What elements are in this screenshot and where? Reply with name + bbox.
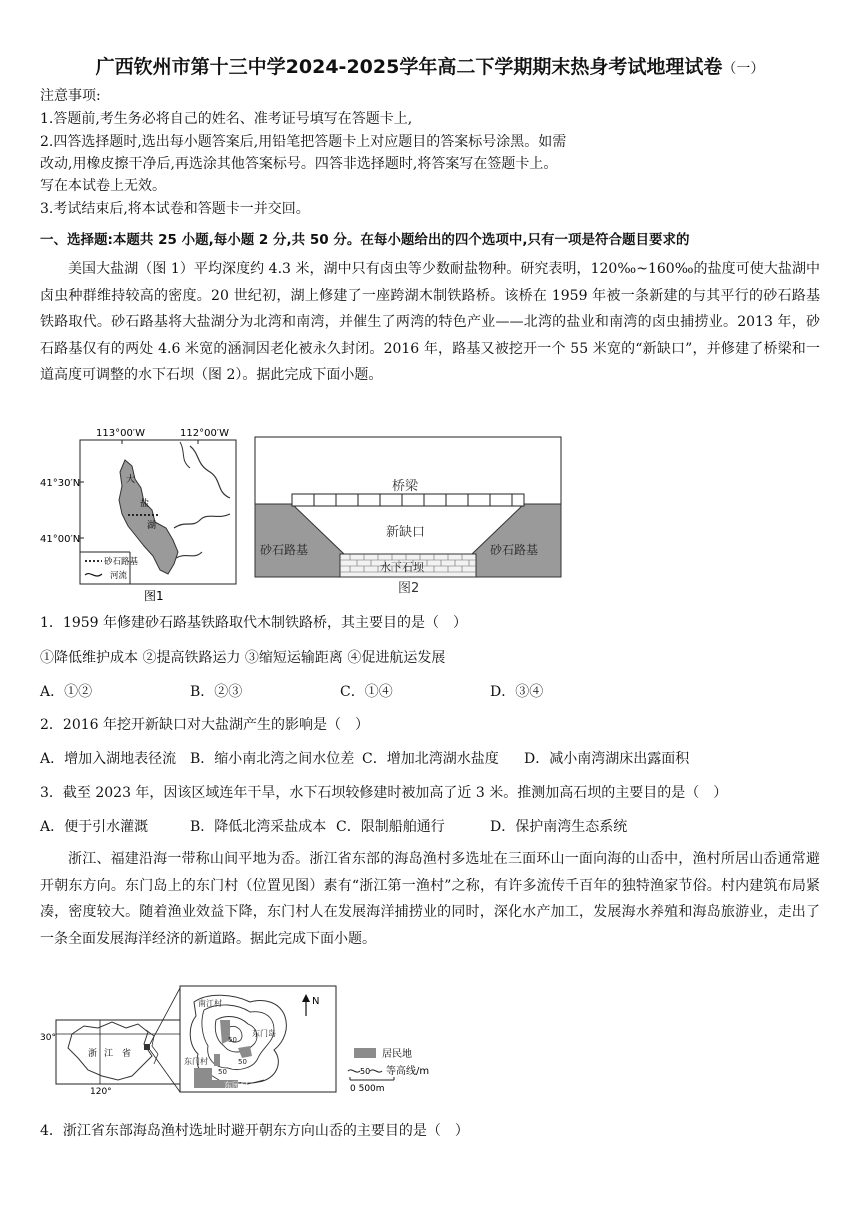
lake-label: 大 [126,475,136,485]
question-1-items: ①降低维护成本 ②提高铁路运力 ③缩短运输距离 ④促进航运发展 [40,650,446,666]
road-right-label: 砂石路基 [490,543,539,557]
legend-contour-symbol [370,1070,382,1072]
province-label: 浙 [88,1049,98,1059]
legend-contour-label: 等高线/m [386,1066,430,1077]
lon-label: 120° [90,1087,112,1096]
province-label: 省 [122,1049,132,1059]
contour-label: 50 [228,1036,237,1044]
notice-line: 改动,用橡皮擦干净后,再选涂其他答案标号。四答非选择题时,将答案写在签题卡上。 [40,156,558,172]
legend-river-label: 河流 [110,571,128,581]
figure-2-section [252,434,564,596]
question-4-stem: 4．浙江省东部海岛渔村选址时避开朝东方向山岙的主要目的是（ ） [40,1123,469,1139]
lake-label: 湖 [147,521,157,531]
gap-label: 新缺口 [386,525,426,540]
passage-great-salt-lake: 美国大盐湖（图 1）平均深度约 4.3 米，湖中只有卤虫等少数耐盐物种。研究表明，120‰~160‰的盐度可使大盐湖中卤虫种群维持较高的密度。20 世纪初，湖上修建了一座跨湖木制铁路桥。该桥在 1959 年被一条新建的与其平行的砂石路基铁路取代。砂石路基将大盐湖分为北湾和南湾，并催生了两湾的特色产业——北湾的盐业和南湾的卤虫捕捞业。2013 年，砂石路基仅有的两处 4.6 米宽的涵洞因老化被永久封闭。2016 年，路基又被挖开一个 55 米宽的“新缺口”，并修建了桥梁和一道高度可调整的水下石坝（图 2）。据此完成下面小题。 [40,261,820,383]
q3-option-b: B．降低北湾采盐成本 [190,819,327,835]
north-label: N [312,996,320,1007]
legend-contour-sample: 50 [360,1067,371,1076]
q1-option-b: B．②③ [190,684,243,700]
page-title: 广西钦州市第十三中学2024-2025学年高二下学期期末热身考试地理试卷（一） [95,56,765,78]
island-label: 东门岛 [252,1029,276,1038]
question-3-stem: 3．截至 2023 年，因该区域连年干旱，水下石坝较修建时被加高了近 3 米。推测加高石坝的主要目的是（ ） [40,785,728,801]
lat-label: 30° [40,1033,56,1043]
contour-label: 50 [238,1058,247,1066]
figure-1-caption: 图1 [144,589,164,603]
figure-3-map [38,984,488,1096]
notice-line: 2.四答选择题时,选出每小题答案后,用铅笔把答题卡上对应题目的答案标号涂黑。如需 [40,134,567,150]
legend-settlement-label: 居民地 [382,1049,412,1060]
bridge-deck [292,494,524,506]
notice-line: 3.考试结束后,将本试卷和答题卡一并交回。 [40,201,310,217]
scale-label: 0 500m [350,1084,385,1094]
road-left-label: 砂石路基 [260,543,309,557]
q1-option-a: A．①② [40,684,93,700]
notice-heading: 注意事项: [40,88,101,104]
lon-label: 113°00′W [96,428,145,439]
q3-option-c: C．限制船舶通行 [336,819,445,835]
q2-option-c: C．增加北湾湖水盐度 [362,751,499,767]
village-label: 东园村 [224,1081,248,1090]
lake-label: 盐 [140,499,150,509]
province-label: 江 [104,1049,114,1059]
figure-2-caption: 图2 [398,581,420,596]
village-label: 南江村 [198,999,222,1008]
question-1-stem: 1．1959 年修建砂石路基铁路取代木制铁路桥，其主要目的是（ ） [40,615,467,631]
contour-label: 50 [218,1068,227,1076]
lat-label: 41°30′N [40,478,81,489]
notice-line: 写在本试卷上无效。 [40,178,166,194]
notice-line: 1.答题前,考生务必将自己的姓名、准考证号填写在答题卡上, [40,111,413,127]
q3-option-d: D．保护南湾生态系统 [490,819,628,835]
legend-settlement-symbol [354,1048,376,1058]
lon-label: 112°00′W [180,428,229,439]
bridge-label: 桥梁 [392,479,419,494]
question-2-stem: 2．2016 年挖开新缺口对大盐湖产生的影响是（ ） [40,717,369,733]
q2-option-b: B．缩小南北湾之间水位差 [190,751,355,767]
dam-label: 水下石坝 [380,561,424,574]
q3-option-a: A．便于引水灌溉 [40,819,149,835]
passage-fishing-village: 浙江、福建沿海一带称山间平地为岙。浙江省东部的海岛渔村多选址在三面环山一面向海的山岙中，渔村所居山岙通常避开朝东方向。东门岛上的东门村（位置见图）素有“浙江第一渔村”之称，有许多流传千百年的独特渔家节俗。村内建筑布局紧凑，密度较大。随着渔业效益下降，东门村人在发展海洋捕捞业的同时，深化水产加工，发展海水养殖和海岛旅游业，走出了一条全面发展海洋经济的新道路。据此完成下面小题。 [40,851,820,947]
section-heading: 一、选择题:本题共 25 小题,每小题 2 分,共 50 分。在每小题给出的四个选项中,只有一项是符合题目要求的 [40,232,690,248]
lat-label: 41°00′N [40,534,81,545]
q2-option-a: A．增加入湖地表径流 [40,751,177,767]
q1-option-c: C．①④ [340,684,393,700]
figure-1-map [40,424,240,604]
legend-road-label: 砂石路基 [104,557,139,567]
q1-option-d: D．③④ [490,684,544,700]
village-label: 东门村 [184,1057,208,1066]
q2-option-d: D．减小南湾湖床出露面积 [524,751,690,767]
